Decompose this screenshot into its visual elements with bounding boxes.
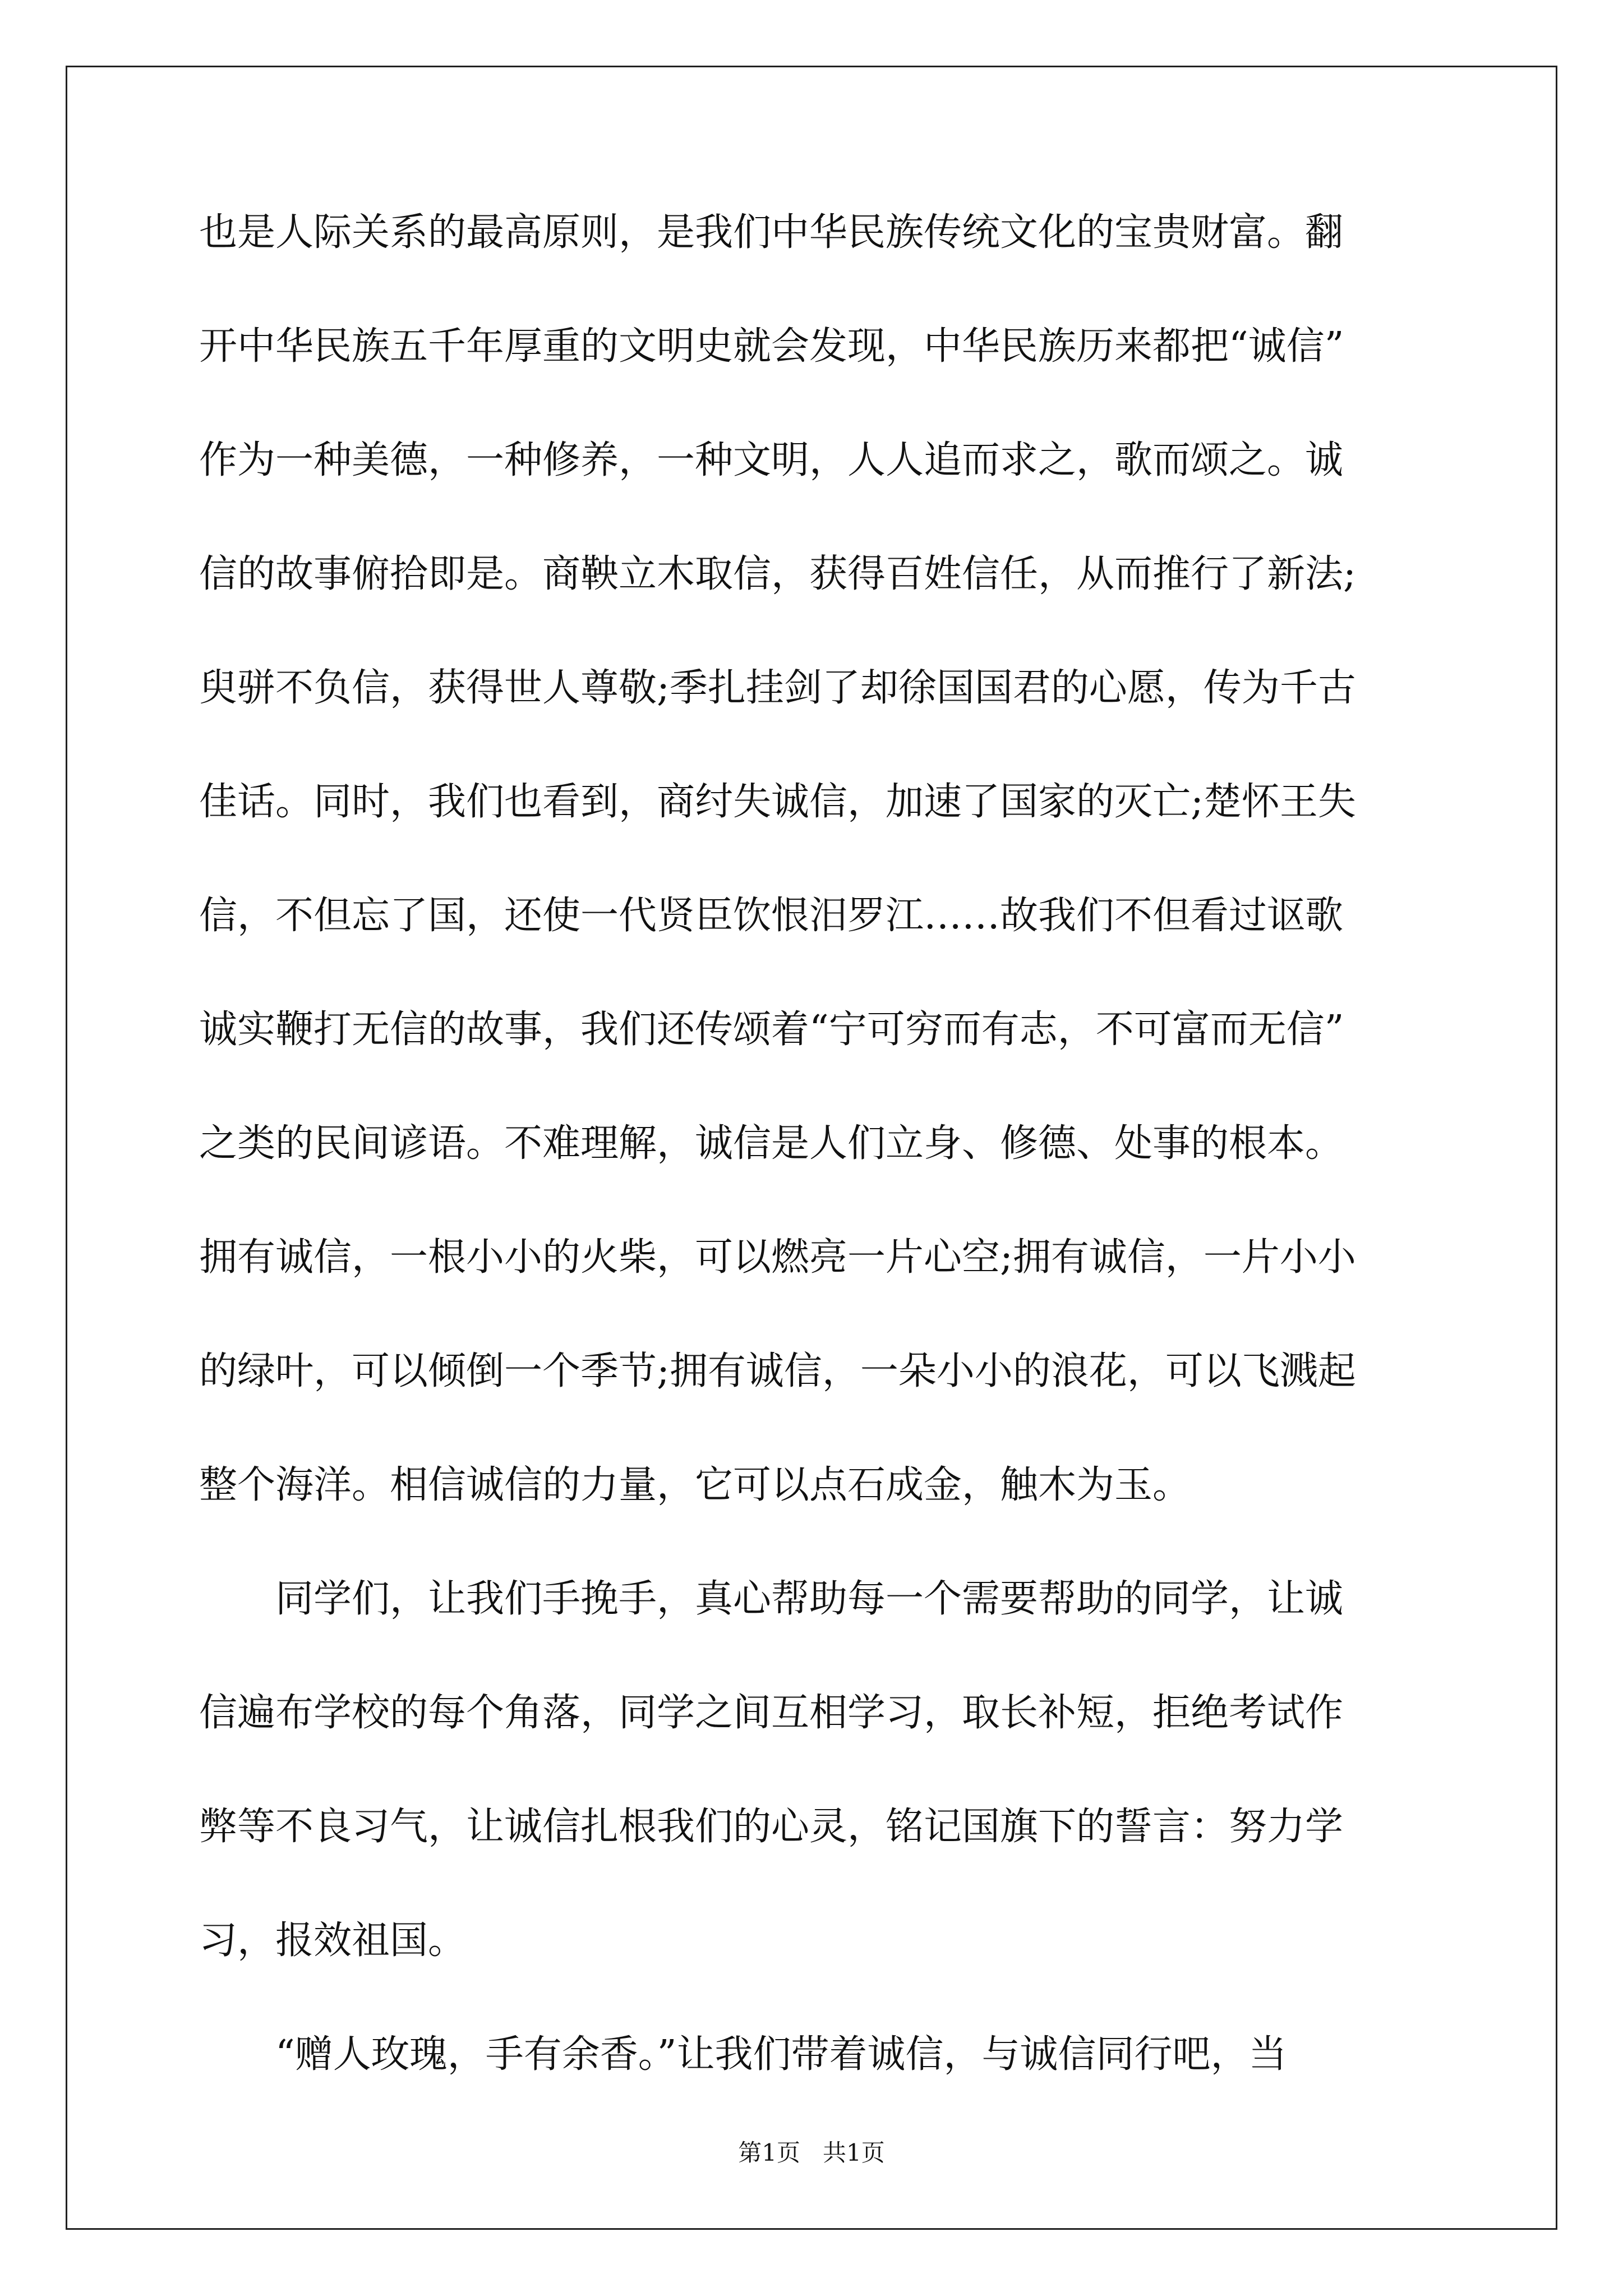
text-line: 信遍布学校的每个角落，同学之间互相学习，取长补短，拒绝考试作 bbox=[199, 1691, 1344, 1735]
text-line: 作为一种美德，一种修养，一种文明，人人追而求之，歌而颂之。诚 bbox=[199, 438, 1344, 482]
text-line: “赠人玫瑰，手有余香。”让我们带着诚信，与诚信同行吧，当 bbox=[199, 2032, 1287, 2077]
page-number-footer: 第1页 共1页 bbox=[738, 2139, 885, 2166]
text-line: 的绿叶，可以倾倒一个季节;拥有诚信，一朵小小的浪花，可以飞溅起 bbox=[199, 1349, 1356, 1393]
text-line: 习，报效祖国。 bbox=[199, 1918, 467, 1963]
text-line: 之类的民间谚语。不难理解，诚信是人们立身、修德、处事的根本。 bbox=[199, 1121, 1344, 1166]
text-line: 开中华民族五千年厚重的文明史就会发现，中华民族历来都把“诚信” bbox=[199, 324, 1344, 369]
text-line: 也是人际关系的最高原则，是我们中华民族传统文化的宝贵财富。翻 bbox=[199, 210, 1344, 255]
text-line: 同学们，让我们手挽手，真心帮助每一个需要帮助的同学，让诚 bbox=[199, 1577, 1344, 1621]
text-line: 诚实鞭打无信的故事，我们还传颂着“宁可穷而有志，不可富而无信” bbox=[199, 1007, 1344, 1052]
text-line: 拥有诚信，一根小小的火柴，可以燃亮一片心空;拥有诚信，一片小小 bbox=[199, 1235, 1356, 1280]
text-line: 信，不但忘了国，还使一代贤臣饮恨汨罗江……故我们不但看过讴歌 bbox=[199, 894, 1344, 938]
text-line: 弊等不良习气，让诚信扎根我们的心灵，铭记国旗下的誓言：努力学 bbox=[199, 1805, 1344, 1849]
text-line: 信的故事俯拾即是。商鞅立木取信，获得百姓信任，从而推行了新法; bbox=[199, 552, 1356, 596]
text-line: 臾骈不负信，获得世人尊敬;季扎挂剑了却徐国国君的心愿，传为千古 bbox=[199, 666, 1356, 710]
text-line: 整个海洋。相信诚信的力量，它可以点石成金，触木为玉。 bbox=[199, 1463, 1191, 1507]
text-line: 佳话。同时，我们也看到，商纣失诚信，加速了国家的灭亡;楚怀王失 bbox=[199, 780, 1356, 824]
